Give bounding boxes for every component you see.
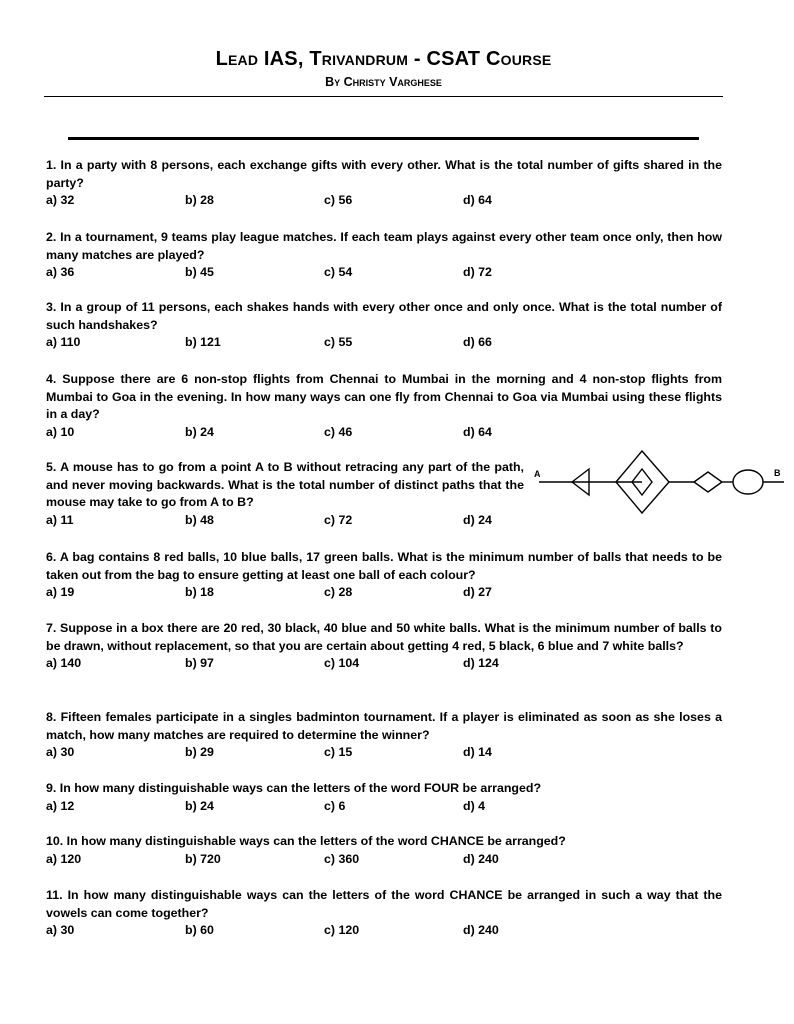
option-a: a) 11 bbox=[46, 512, 74, 527]
header-divider bbox=[44, 96, 723, 97]
option-b: b) 48 bbox=[185, 512, 214, 527]
option-a: a) 12 bbox=[46, 798, 75, 813]
answer-options bbox=[46, 744, 722, 762]
option-d: d) 64 bbox=[463, 424, 492, 439]
option-c: c) 360 bbox=[324, 851, 360, 866]
option-d: d) 66 bbox=[463, 335, 492, 350]
answer-options bbox=[46, 655, 722, 673]
answer-options bbox=[46, 584, 722, 602]
option-c: c) 28 bbox=[324, 585, 353, 600]
page-header bbox=[44, 46, 723, 90]
question-4 bbox=[46, 371, 722, 442]
question-text: 9. In how many distinguishable ways can the letters of the word FOUR be arranged? bbox=[46, 781, 542, 795]
option-a: a) 32 bbox=[46, 193, 75, 208]
option-b: b) 28 bbox=[185, 193, 214, 208]
question-3 bbox=[46, 299, 722, 352]
option-d: d) 27 bbox=[463, 585, 492, 600]
option-c: c) 54 bbox=[324, 265, 353, 280]
option-d: d) 240 bbox=[463, 923, 499, 938]
question-11 bbox=[46, 887, 722, 940]
option-c: c) 120 bbox=[324, 923, 360, 938]
question-text: 8. Fifteen females participate in a singles badminton tournament. If a player is eliminated as soon as she loses a match, how many matches are required to determine the winner? bbox=[46, 710, 722, 742]
option-b: b) 720 bbox=[185, 851, 221, 866]
option-b: b) 45 bbox=[185, 265, 214, 280]
question-text: 2. In a tournament, 9 teams play league matches. If each team plays against every other team once only, then how many matches are played? bbox=[46, 230, 722, 262]
question-7 bbox=[46, 620, 722, 673]
option-b: b) 121 bbox=[185, 335, 221, 350]
question-text: 11. In how many distinguishable ways can the letters of the word CHANCE be arranged in such a way that the vowels can come together? bbox=[46, 888, 722, 920]
option-c: c) 46 bbox=[324, 424, 353, 439]
answer-options bbox=[46, 798, 722, 816]
option-c: c) 72 bbox=[324, 512, 353, 527]
question-5 bbox=[46, 459, 781, 530]
question-text: 5. A mouse has to go from a point A to B without retracing any part of the path, and never moving backwards. What is the total number of distinct paths that the mouse may take to go from A to B? bbox=[46, 460, 524, 510]
answer-options bbox=[46, 424, 722, 442]
section-divider bbox=[68, 137, 699, 140]
question-9 bbox=[46, 780, 722, 816]
option-c: c) 56 bbox=[324, 193, 353, 208]
option-c: c) 6 bbox=[324, 798, 346, 813]
option-c: c) 104 bbox=[324, 656, 360, 671]
option-a: a) 120 bbox=[46, 851, 82, 866]
question-text: 7. Suppose in a box there are 20 red, 30 black, 40 blue and 50 white balls. What is the minimum number of balls to be drawn, without replacement, so that you are certain about getting 4 red, 5 black, 6 blue and 7 white balls? bbox=[46, 621, 722, 653]
document-author: By Christy Varghese bbox=[325, 75, 442, 89]
option-a: a) 19 bbox=[46, 585, 75, 600]
small-diamond-path bbox=[694, 472, 722, 492]
point-b-label: B bbox=[774, 468, 781, 478]
question-text: 4. Suppose there are 6 non-stop flights from Chennai to Mumbai in the morning and 4 non-stop flights from Mumbai to Goa in the evening. In how many ways can one fly from Chennai to Goa via Mumbai using these flights in a day? bbox=[46, 372, 722, 422]
question-2 bbox=[46, 229, 722, 282]
question-text: 6. A bag contains 8 red balls, 10 blue balls, 17 green balls. What is the minimum number of balls that needs to be taken out from the bag to ensure getting at least one ball of each colour? bbox=[46, 550, 722, 582]
answer-options bbox=[46, 264, 722, 282]
answer-options bbox=[46, 851, 722, 869]
question-text: 10. In how many distinguishable ways can the letters of the word CHANCE be arranged? bbox=[46, 834, 566, 848]
option-c: c) 15 bbox=[324, 745, 353, 760]
option-a: a) 30 bbox=[46, 745, 75, 760]
question-6 bbox=[46, 549, 722, 602]
answer-options bbox=[46, 922, 722, 940]
option-a: a) 110 bbox=[46, 335, 81, 350]
option-a: a) 36 bbox=[46, 265, 75, 280]
document-title: Lead IAS, Trivandrum - CSAT Course bbox=[215, 48, 552, 70]
option-a: a) 10 bbox=[46, 424, 75, 439]
option-b: b) 97 bbox=[185, 656, 214, 671]
answer-options bbox=[46, 192, 722, 210]
mouse-path-diagram bbox=[534, 451, 794, 521]
point-a-label: A bbox=[534, 469, 541, 479]
option-d: d) 124 bbox=[463, 656, 499, 671]
question-text: 3. In a group of 11 persons, each shakes hands with every other once and only once. What is the total number of such handshakes? bbox=[46, 300, 722, 332]
option-b: b) 18 bbox=[185, 585, 214, 600]
option-d: d) 24 bbox=[463, 512, 492, 527]
option-d: d) 240 bbox=[463, 851, 499, 866]
circle-path bbox=[733, 470, 763, 494]
question-1 bbox=[46, 157, 722, 210]
option-d: d) 72 bbox=[463, 265, 492, 280]
option-d: d) 4 bbox=[463, 798, 486, 813]
question-8 bbox=[46, 709, 722, 762]
option-a: a) 30 bbox=[46, 923, 75, 938]
answer-options bbox=[46, 334, 722, 352]
option-b: b) 60 bbox=[185, 923, 214, 938]
option-b: b) 24 bbox=[185, 798, 214, 813]
option-b: b) 29 bbox=[185, 745, 214, 760]
question-10 bbox=[46, 833, 722, 869]
option-d: d) 14 bbox=[463, 745, 492, 760]
option-d: d) 64 bbox=[463, 193, 492, 208]
option-b: b) 24 bbox=[185, 424, 214, 439]
question-text: 1. In a party with 8 persons, each exchange gifts with every other. What is the total number of gifts shared in the party? bbox=[46, 158, 722, 190]
option-c: c) 55 bbox=[324, 335, 353, 350]
option-a: a) 140 bbox=[46, 656, 82, 671]
